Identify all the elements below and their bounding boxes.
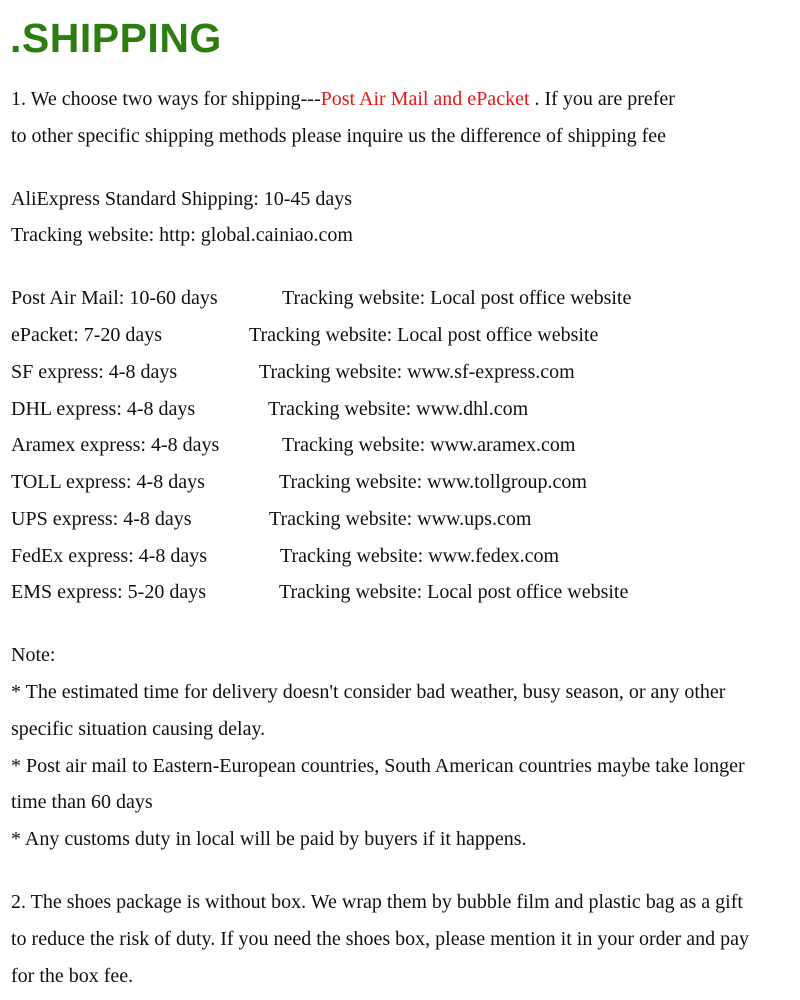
intro-prefix: 1. We choose two ways for shipping---	[11, 88, 321, 110]
intro-line-1	[11, 86, 675, 112]
note-line: * The estimated time for delivery doesn't consider bad weather, busy season, or any other	[11, 681, 726, 703]
aliexpress-line-2: Tracking website: http: global.cainiao.com	[11, 224, 353, 246]
method-tracking: Tracking website: www.tollgroup.com	[279, 471, 587, 493]
method-name: EMS express: 5-20 days	[11, 581, 206, 603]
method-name: Aramex express: 4-8 days	[11, 434, 220, 456]
note-line: * Any customs duty in local will be paid by buyers if it happens.	[11, 828, 527, 850]
method-tracking: Tracking website: www.ups.com	[269, 508, 532, 530]
note-line: time than 60 days	[11, 791, 153, 813]
intro-highlight: Post Air Mail and ePacket	[320, 88, 530, 110]
method-tracking: Tracking website: www.fedex.com	[280, 545, 560, 567]
page-title: .SHIPPING	[10, 15, 222, 61]
method-tracking: Tracking website: Local post office website	[279, 581, 629, 603]
aliexpress-line-1: AliExpress Standard Shipping: 10-45 days	[11, 188, 353, 210]
method-name: TOLL express: 4-8 days	[11, 471, 205, 493]
method-name: SF express: 4-8 days	[11, 361, 178, 383]
method-tracking: Tracking website: www.dhl.com	[268, 398, 529, 420]
note-heading: Note:	[11, 644, 56, 666]
package-line: 2. The shoes package is without box. We wrap them by bubble film and plastic bag as a gift	[11, 891, 743, 913]
method-tracking: Tracking website: www.sf-express.com	[259, 361, 575, 383]
package-line: to reduce the risk of duty. If you need the shoes box, please mention it in your order and pay	[11, 928, 749, 950]
method-name: DHL express: 4-8 days	[11, 398, 196, 420]
method-name: ePacket: 7-20 days	[11, 324, 163, 346]
method-name: Post Air Mail: 10-60 days	[11, 287, 218, 309]
method-tracking: Tracking website: Local post office website	[282, 287, 632, 309]
method-tracking: Tracking website: Local post office website	[249, 324, 599, 346]
package-line: for the box fee.	[11, 965, 134, 987]
method-tracking: Tracking website: www.aramex.com	[282, 434, 576, 456]
note-line: * Post air mail to Eastern-European countries, South American countries maybe take longer	[11, 755, 745, 777]
note-line: specific situation causing delay.	[11, 718, 266, 740]
method-name: UPS express: 4-8 days	[11, 508, 192, 530]
intro-line-2: to other specific shipping methods please inquire us the difference of shipping fee	[11, 125, 666, 147]
method-name: FedEx express: 4-8 days	[11, 545, 208, 567]
intro-suffix: . If you are prefer	[529, 88, 675, 110]
